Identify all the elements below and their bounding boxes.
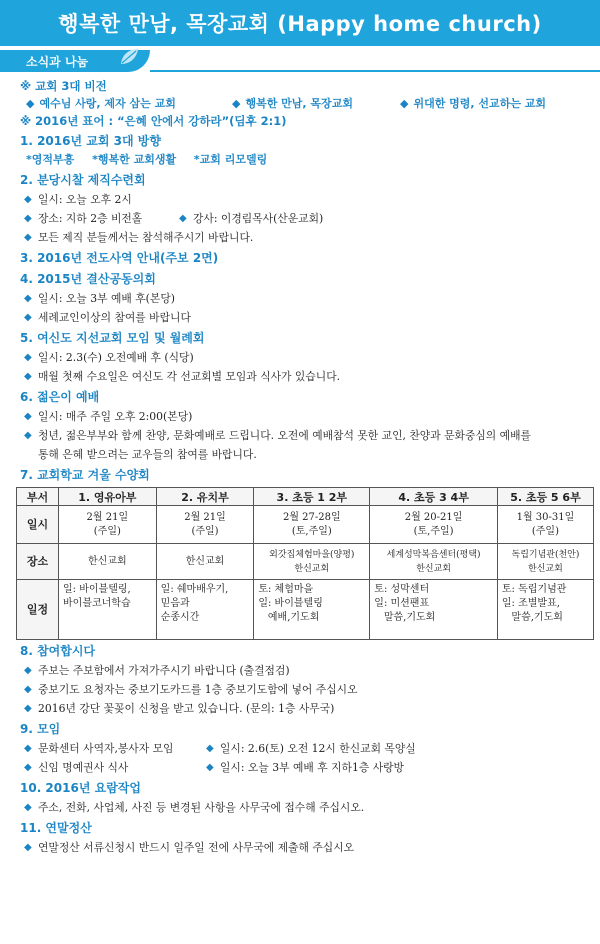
diamond-icon: ◆ [24,802,32,813]
diamond-icon: ◆ [206,762,214,773]
list-item: ◆ 주보는 주보함에서 가져가주시기 바랍니다 (출결점검) [20,661,584,680]
section-title: 4. 2015년 결산공동의회 [20,272,156,286]
row-label: 일정 [17,580,59,640]
diamond-icon: ◆ [179,213,187,224]
list-item: ◆ 일시: 2.3(수) 오전예배 후 (식당) [20,348,584,367]
section-title: 9. 모임 [20,722,61,736]
section-title: 8. 참여합시다 [20,644,96,658]
list-item: ◆ 문화센터 사역자,봉사자 모임 [20,739,202,758]
table-header-cell: 5. 초등 5 6부 [497,488,593,506]
bulletin-content [20,78,584,857]
table-row [17,580,594,640]
section-title: 5. 여신도 지선교회 모임 및 월례회 [20,331,205,345]
table-row [17,506,594,544]
table-cell: 2월 21일 (주일) [156,506,254,544]
diamond-icon: ◆ [24,703,32,714]
section-title: 2. 분당시찰 제직수련회 [20,173,146,187]
direction-item: *영적부흥 [26,153,75,166]
list-item: ◆ 세례교인이상의 참여를 바랍니다 [20,308,584,327]
list-item: ◆ 강사: 이경림목사(산운교회) [175,209,323,228]
list-item: ◆ 일시: 오늘 오후 2시 [20,190,584,209]
diamond-icon: ◆ [24,842,32,853]
diamond-icon: ◆ [206,743,214,754]
section-title: 6. 젊은이 예배 [20,390,100,404]
vision-title: ※ 교회 3대 비전 [20,79,107,93]
list-item: ◆ 연말정산 서류신청시 반드시 일주일 전에 사무국에 제출해 주십시오 [20,838,584,857]
diamond-icon: ◆ [24,232,32,243]
page-title: 행복한 만남, 목장교회 (Happy home church) [58,12,542,36]
list-item: ◆ 2016년 강단 꽃꽂이 신청을 받고 있습니다. (문의: 1층 사무국) [20,699,584,718]
table-cell: 토: 독립기념관 일: 조별발표, 말씀,기도회 [497,580,593,640]
section-title: 10. 2016년 요람작업 [20,781,141,795]
diamond-icon: ◆ [24,194,32,205]
diamond-icon: ◆ [400,97,409,110]
table-cell: 토: 성막센터 일: 미션팬표 말씀,기도회 [370,580,498,640]
list-item-continuation: 통해 은혜 받으려는 교우들의 참여를 바랍니다. [38,448,257,461]
vision-item: ◆ 예수님 사랑, 제자 삼는 교회 [26,97,176,110]
diamond-icon: ◆ [24,762,32,773]
row-label: 장소 [17,544,59,580]
table-cell: 한신교회 [156,544,254,580]
diamond-icon: ◆ [24,371,32,382]
table-cell: 외갓집체험마을(양평) 한신교회 [254,544,370,580]
diamond-icon: ◆ [24,743,32,754]
diamond-icon: ◆ [24,312,32,323]
table-cell: 독립기념관(천안) 한신교회 [497,544,593,580]
leaf-icon [118,46,140,68]
vision-item: ◆ 위대한 명령, 선교하는 교회 [400,97,547,110]
direction-item: *행복한 교회생활 [92,153,177,166]
list-item: ◆ 신임 명예권사 식사 [20,758,202,777]
section-title: 11. 연말정산 [20,821,92,835]
list-row [20,739,584,758]
direction-item: *교회 리모델링 [193,153,268,166]
diamond-icon: ◆ [24,213,32,224]
section-title: 1. 2016년 교회 3대 방향 [20,134,161,148]
table-header-cell: 1. 영유아부 [59,488,157,506]
table-header-cell: 부서 [17,488,59,506]
list-row [20,209,584,228]
diamond-icon: ◆ [24,411,32,422]
row-label: 일시 [17,506,59,544]
direction-list [20,151,584,169]
table-cell: 2월 27-28일 (토,주일) [254,506,370,544]
list-item: ◆ 일시: 오늘 3부 예배 후(본당) [20,289,584,308]
list-row [20,758,584,777]
diamond-icon: ◆ [24,430,32,441]
section-band-label: 소식과 나눔 [26,54,89,69]
table-cell: 일: 쉐마배우기, 믿음과 순종시간 [156,580,254,640]
table-header-cell: 4. 초등 3 4부 [370,488,498,506]
list-item: ◆ 주소, 전화, 사업체, 사진 등 변경된 사항을 사무국에 접수해 주십시오. [20,798,584,817]
diamond-icon: ◆ [24,684,32,695]
vision-list [20,95,584,113]
table-header-row [17,488,594,506]
section-title: 7. 교회학교 겨울 수양회 [20,468,150,482]
table-cell: 한신교회 [59,544,157,580]
list-item: ◆ 중보기도 요청자는 중보기도카드를 1층 중보기도함에 넣어 주십시오 [20,680,584,699]
camp-table [16,487,594,640]
table-cell: 2월 21일 (주일) [59,506,157,544]
table-cell: 토: 체험마을 일: 바이블텔링 예배,기도회 [254,580,370,640]
list-item: ◆ 청년, 젊은부부와 함께 찬양, 문화예배로 드립니다. 오전에 예배참석 못한 교인, 찬양과 문화중심의 예배를 [20,426,584,445]
list-item: ◆ 일시: 오늘 3부 예배 후 지하1층 사랑방 [202,758,404,777]
section-band [0,50,150,72]
diamond-icon: ◆ [232,97,241,110]
diamond-icon: ◆ [24,293,32,304]
page-header [0,0,600,46]
list-item: ◆ 매월 첫째 수요일은 여신도 각 선교회별 모임과 식사가 있습니다. [20,367,584,386]
section-divider [150,70,600,72]
vision-item: ◆ 행복한 만남, 목장교회 [232,97,353,110]
list-item: ◆ 일시: 2.6(토) 오전 12시 한신교회 목양실 [202,739,416,758]
table-cell: 2월 20-21일 (토,주일) [370,506,498,544]
year-motto: ※ 2016년 표어 : “은혜 안에서 강하라”(딤후 2:1) [20,114,287,128]
list-item: ◆ 장소: 지하 2층 비전홀 [20,209,175,228]
table-cell: 1월 30-31일 (주일) [497,506,593,544]
list-item: ◆ 모든 제직 분들께서는 참석해주시기 바랍니다. [20,228,584,247]
table-cell: 일: 바이블텔링, 바이블코너학습 [59,580,157,640]
section-title: 3. 2016년 전도사역 안내(주보 2면) [20,251,219,265]
diamond-icon: ◆ [24,352,32,363]
list-item: ◆ 일시: 매주 주일 오후 2:00(본당) [20,407,584,426]
table-header-cell: 3. 초등 1 2부 [254,488,370,506]
table-row [17,544,594,580]
diamond-icon: ◆ [24,665,32,676]
table-header-cell: 2. 유치부 [156,488,254,506]
diamond-icon: ◆ [26,97,35,110]
table-cell: 세계성막복음센터(평택) 한신교회 [370,544,498,580]
